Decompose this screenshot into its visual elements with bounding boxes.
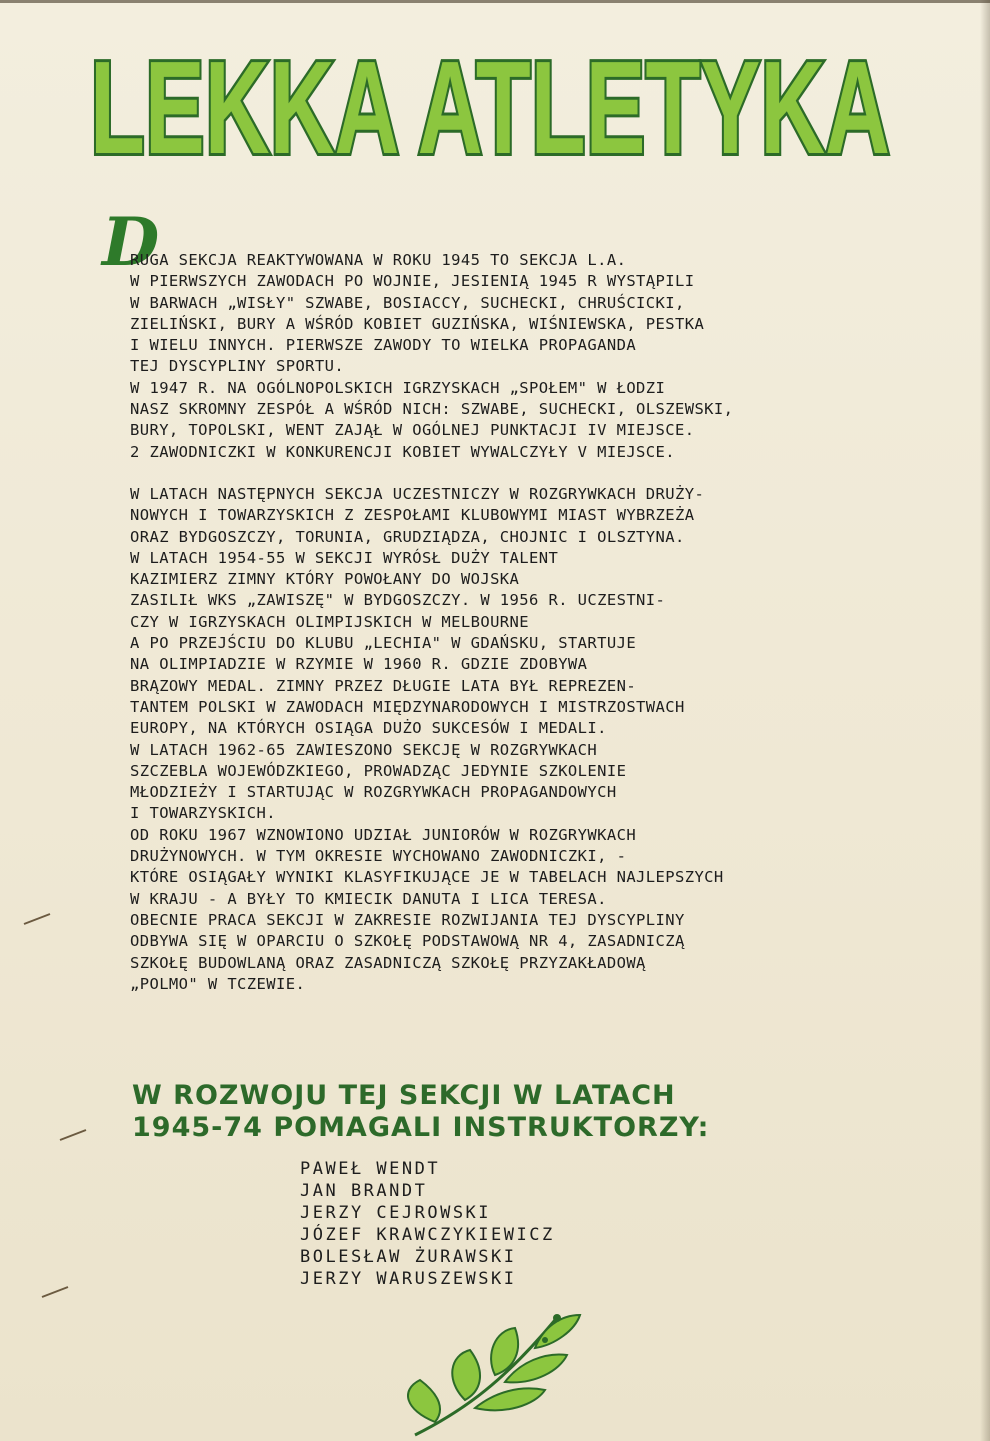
text-line: W KRAJU - A BYŁY TO KMIECIK DANUTA I LICA TERESA. [130,889,607,908]
text-line: NASZ SKROMNY ZESPÓŁ A WŚRÓD NICH: SZWABE, SUCHECKI, OLSZEWSKI, [130,400,734,419]
text-line: ODBYWA SIĘ W OPARCIU O SZKOŁĘ PODSTAWOWĄ NR 4, ZASADNICZĄ [130,932,685,951]
text-line: SZCZEBLA WOJEWÓDZKIEGO, PROWADZĄC JEDYNIE SZKOLENIE [130,761,627,780]
text-line: I TOWARZYSKICH. [130,804,276,823]
text-line: TANTEM POLSKI W ZAWODACH MIĘDZYNARODOWYCH I MISTRZOSTWACH [130,697,685,716]
text-line: A PO PRZEJŚCIU DO KLUBU „LECHIA" W GDAŃSKU, STARTUJE [130,634,637,653]
text-line: W LATACH 1962-65 ZAWIESZONO SEKCJĘ W ROZGRYWKACH [130,740,598,759]
instructor-name: BOLESŁAW ŻURAWSKI [300,1247,517,1267]
text-line: „POLMO" W TCZEWIE. [130,974,306,993]
text-line: KAZIMIERZ ZIMNY KTÓRY POWOŁANY DO WOJSKA [130,570,520,589]
page-title-text: LEKKA ATLETYKA [90,34,890,168]
instructor-name: JAN BRANDT [300,1181,428,1201]
text-line: NOWYCH I TOWARZYSKICH Z ZESPOŁAMI KLUBOWYMI MIAST WYBRZEŻA [130,506,695,525]
instructor-name: PAWEŁ WENDT [300,1159,441,1179]
margin-tick-mark [22,912,52,926]
text-line: MŁODZIEŻY I STARTUJĄC W ROZGRYWKACH PROPAGANDOWYCH [130,783,617,802]
instructor-name: JÓZEF KRAWCZYKIEWICZ [300,1225,555,1245]
text-line: W 1947 R. NA OGÓLNOPOLSKICH IGRZYSKACH „SPOŁEM" W ŁODZI [130,378,666,397]
text-line: OD ROKU 1967 WZNOWIONO UDZIAŁ JUNIORÓW W ROZGRYWKACH [130,825,637,844]
instructors-heading-line-1: W ROZWOJU TEJ SEKCJI W LATACH [132,1080,676,1111]
top-edge-rule [0,0,990,3]
text-line: ORAZ BYDGOSZCZY, TORUNIA, GRUDZIĄDZA, CHOJNIC I OLSZTYNA. [130,527,685,546]
text-line: ZIELIŃSKI, BURY A WŚRÓD KOBIET GUZIŃSKA, WIŚNIEWSKA, PESTKA [130,314,705,333]
text-line: KTÓRE OSIĄGAŁY WYNIKI KLASYFIKUJĄCE JE W TABELACH NAJLEPSZYCH [130,868,724,887]
text-line: CZY W IGRZYSKACH OLIMPIJSKICH W MELBOURNE [130,612,530,631]
text-line: 2 ZAWODNICZKI W KONKURENCJI KOBIET WYWALCZYŁY V MIEJSCE. [130,442,675,461]
instructors-heading [132,1080,912,1144]
margin-tick-mark [40,1285,70,1299]
text-line: W BARWACH „WISŁY" SZWABE, BOSIACCY, SUCHECKI, CHRUŚCICKI, [130,293,685,312]
text-line: DRUŻYNOWYCH. W TYM OKRESIE WYCHOWANO ZAWODNICZKI, - [130,847,627,866]
page-title [0,28,990,168]
drop-cap-letter: D [102,203,160,281]
text-line: BRĄZOWY MEDAL. ZIMNY PRZEZ DŁUGIE LATA BYŁ REPREZEN- [130,676,637,695]
text-line: BURY, TOPOLSKI, WENT ZAJĄŁ W OGÓLNEJ PUNKTACJI IV MIEJSCE. [130,421,695,440]
page-title-svg [0,28,990,168]
text-line: W LATACH 1954-55 W SEKCJI WYRÓSŁ DUŻY TALENT [130,548,559,567]
laurel-sprig-icon [395,1300,615,1441]
text-line: I WIELU INNYCH. PIERWSZE ZAWODY TO WIELKA PROPAGANDA [130,336,637,355]
text-line: ZASILIŁ WKS „ZAWISZĘ" W BYDGOSZCZY. W 1956 R. UCZESTNI- [130,591,666,610]
text-line: RUGA SEKCJA REAKTYWOWANA W ROKU 1945 TO SEKCJA L.A. [130,251,627,269]
instructor-name: JERZY WARUSZEWSKI [300,1269,517,1289]
text-line: W LATACH NASTĘPNYCH SEKCJA UCZESTNICZY W ROZGRYWKACH DRUŻY- [130,484,705,503]
text-line: OBECNIE PRACA SEKCJI W ZAKRESIE ROZWIJANIA TEJ DYSCYPLINY [130,910,685,929]
paragraph-1 [130,250,900,463]
paragraph-2 [130,484,900,995]
text-line: EUROPY, NA KTÓRYCH OSIĄGA DUŻO SUKCESÓW I MEDALI. [130,719,607,738]
instructors-heading-line-2: 1945-74 POMAGALI INSTRUKTORZY: [132,1112,710,1143]
text-line: W PIERWSZYCH ZAWODACH PO WOJNIE, JESIENIĄ 1945 R WYSTĄPILI [130,272,695,291]
history-text [130,250,900,995]
margin-tick-mark [58,1128,88,1142]
instructor-name: JERZY CEJROWSKI [300,1203,492,1223]
instructors-list [300,1158,660,1290]
text-line: TEJ DYSCYPLINY SPORTU. [130,357,345,376]
text-line: SZKOŁĘ BUDOWLANĄ ORAZ ZASADNICZĄ SZKOŁĘ PRZYZAKŁADOWĄ [130,953,646,972]
text-line: NA OLIMPIADZIE W RZYMIE W 1960 R. GDZIE ZDOBYWA [130,655,588,674]
page-edge-shadow [980,0,990,1441]
